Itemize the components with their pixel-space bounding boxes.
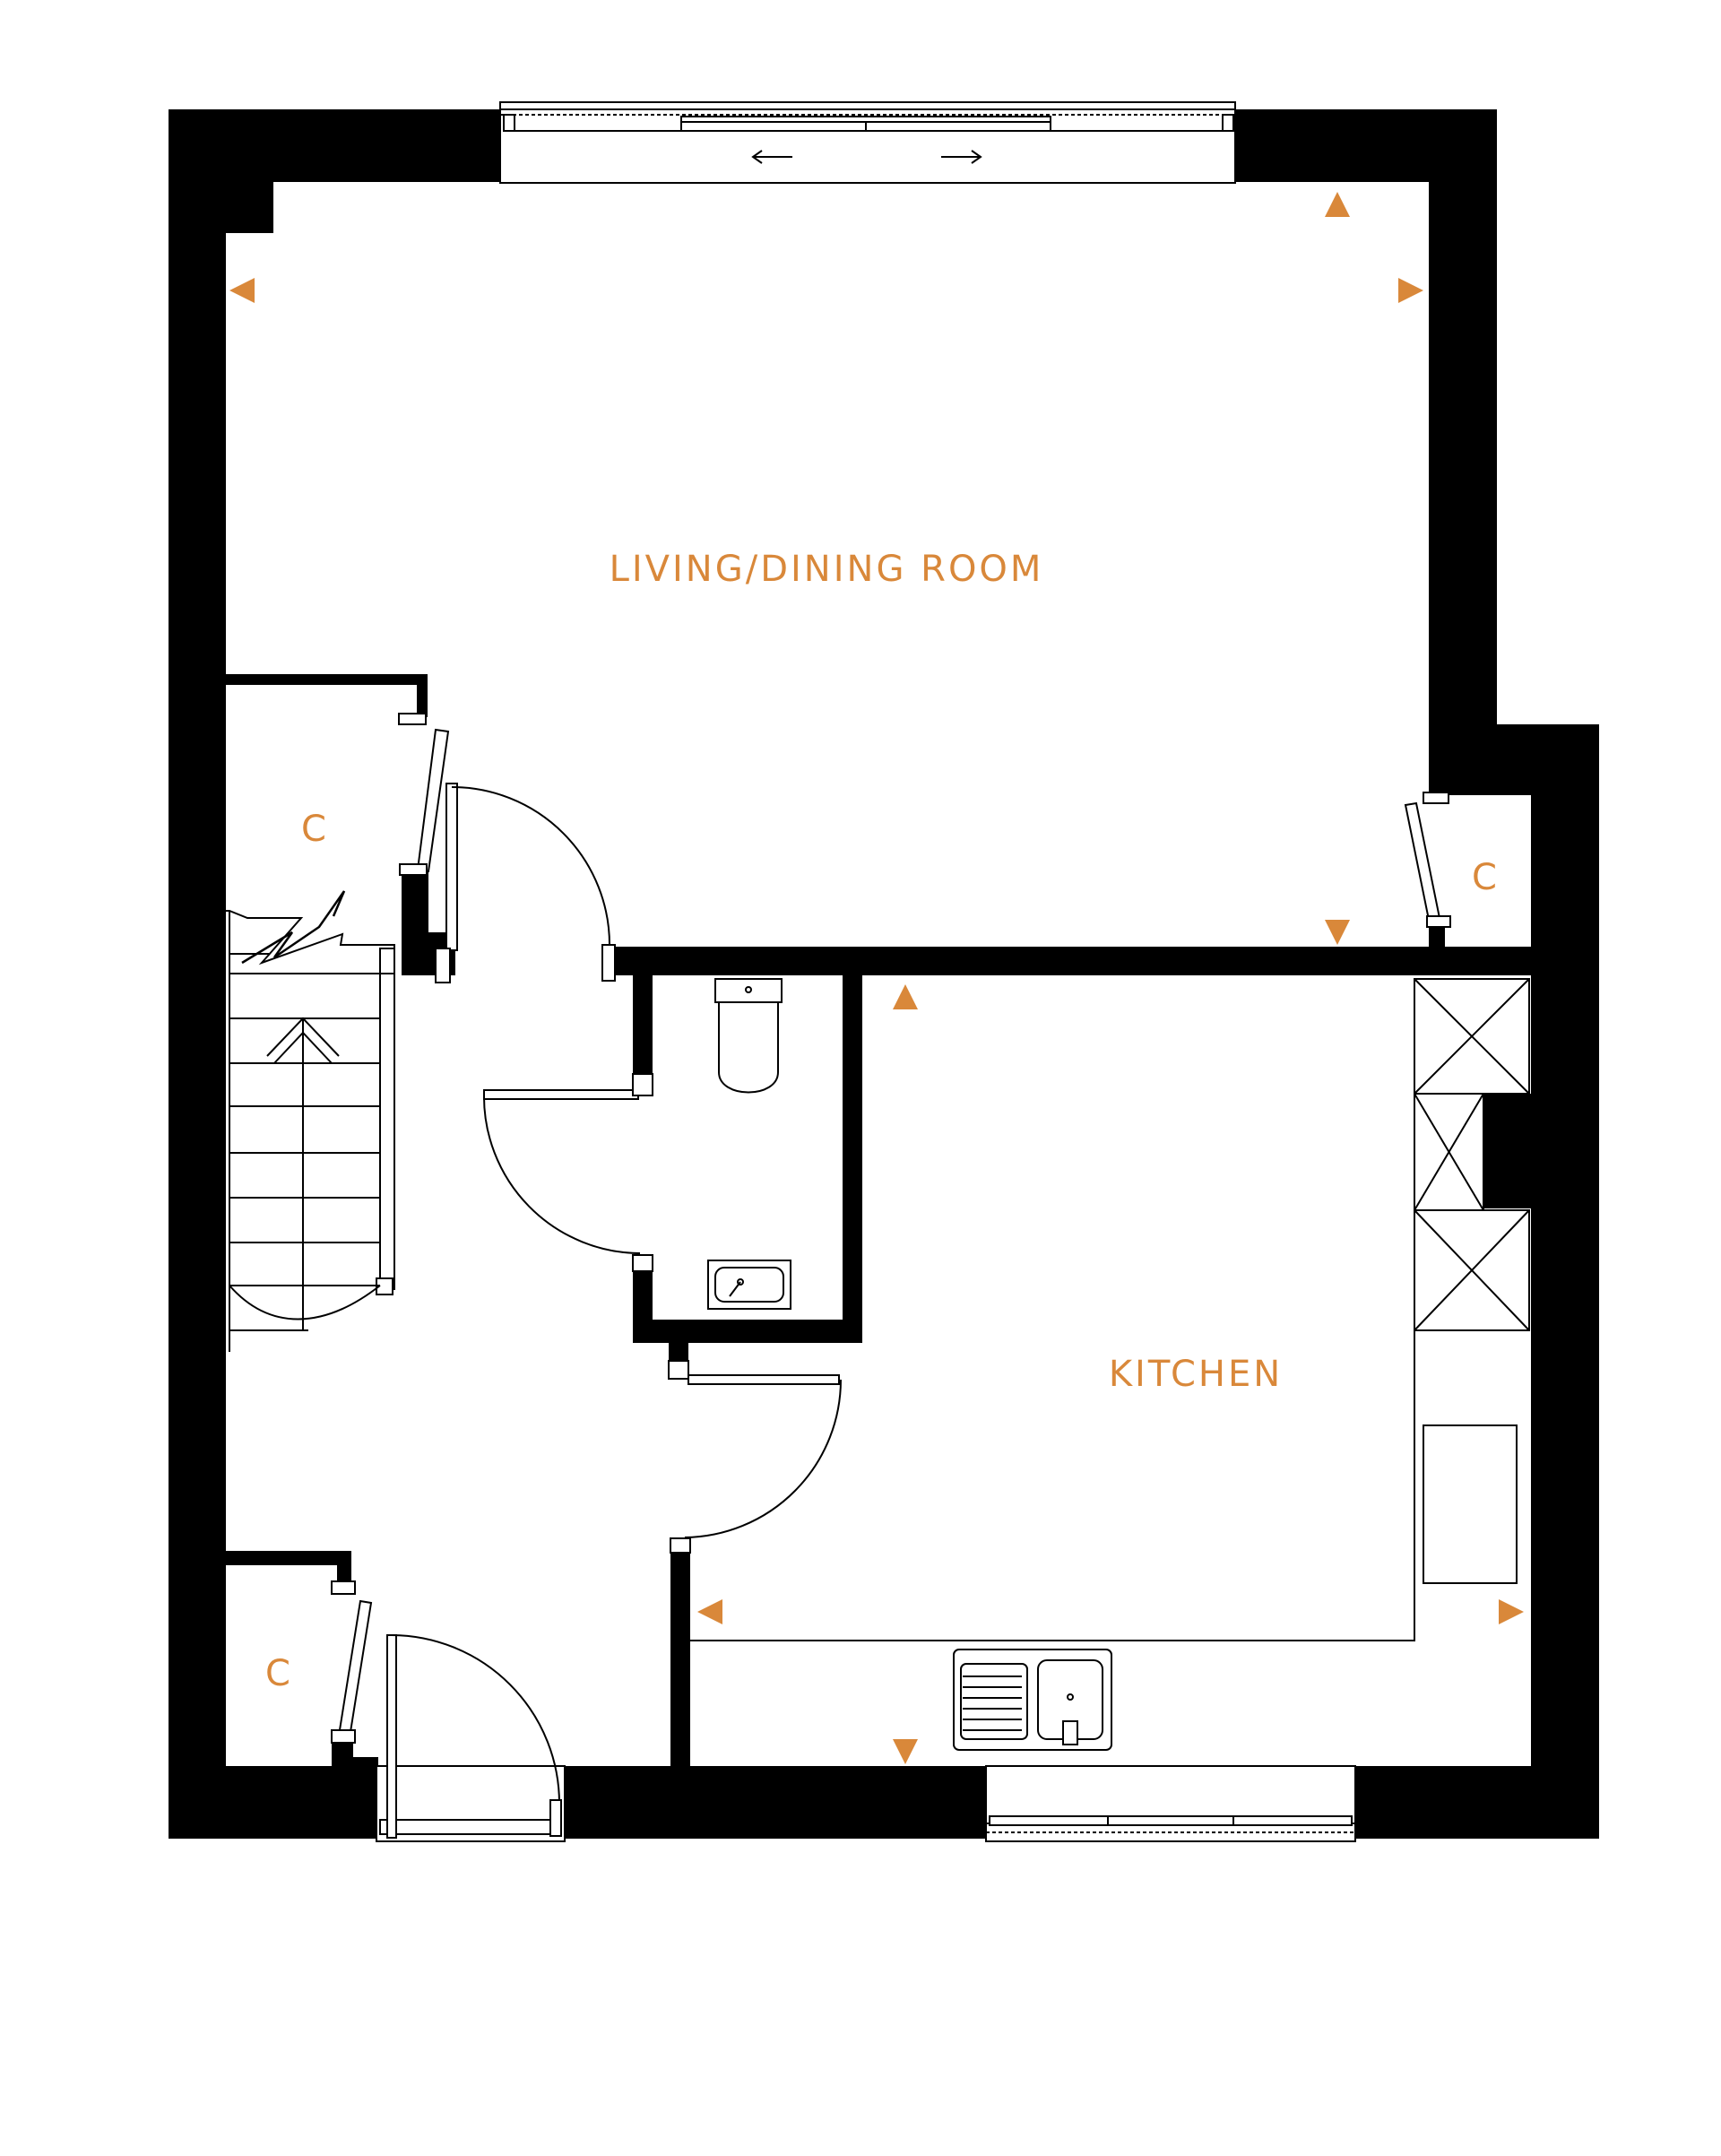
triangle-marker-icon bbox=[1499, 1599, 1524, 1624]
living-cupboard-label: C bbox=[1472, 857, 1497, 898]
hob bbox=[1423, 1425, 1517, 1583]
dimension-markers bbox=[229, 192, 1524, 1764]
kitchen-sink bbox=[954, 1649, 1111, 1750]
under-stairs-cupboard-label: C bbox=[301, 809, 326, 850]
basin bbox=[708, 1260, 791, 1309]
triangle-marker-icon bbox=[893, 984, 918, 1009]
staircase bbox=[226, 891, 394, 1352]
living-dining-room-label: LIVING/DINING ROOM bbox=[609, 549, 1044, 590]
internal-doors bbox=[332, 714, 1450, 1743]
triangle-marker-icon bbox=[697, 1599, 722, 1624]
toilet bbox=[715, 979, 782, 1093]
triangle-marker-icon bbox=[229, 278, 255, 303]
kitchen-window bbox=[986, 1766, 1355, 1841]
entrance-cupboard-label: C bbox=[265, 1653, 290, 1694]
front-door bbox=[376, 1635, 565, 1841]
triangle-marker-icon bbox=[1325, 920, 1350, 945]
triangle-marker-icon bbox=[1398, 278, 1423, 303]
kitchen-worktop bbox=[690, 979, 1414, 1641]
patio-sliding-door bbox=[500, 102, 1235, 183]
triangle-marker-icon bbox=[1325, 192, 1350, 217]
kitchen-label: KITCHEN bbox=[1108, 1354, 1284, 1395]
triangle-marker-icon bbox=[893, 1739, 918, 1764]
